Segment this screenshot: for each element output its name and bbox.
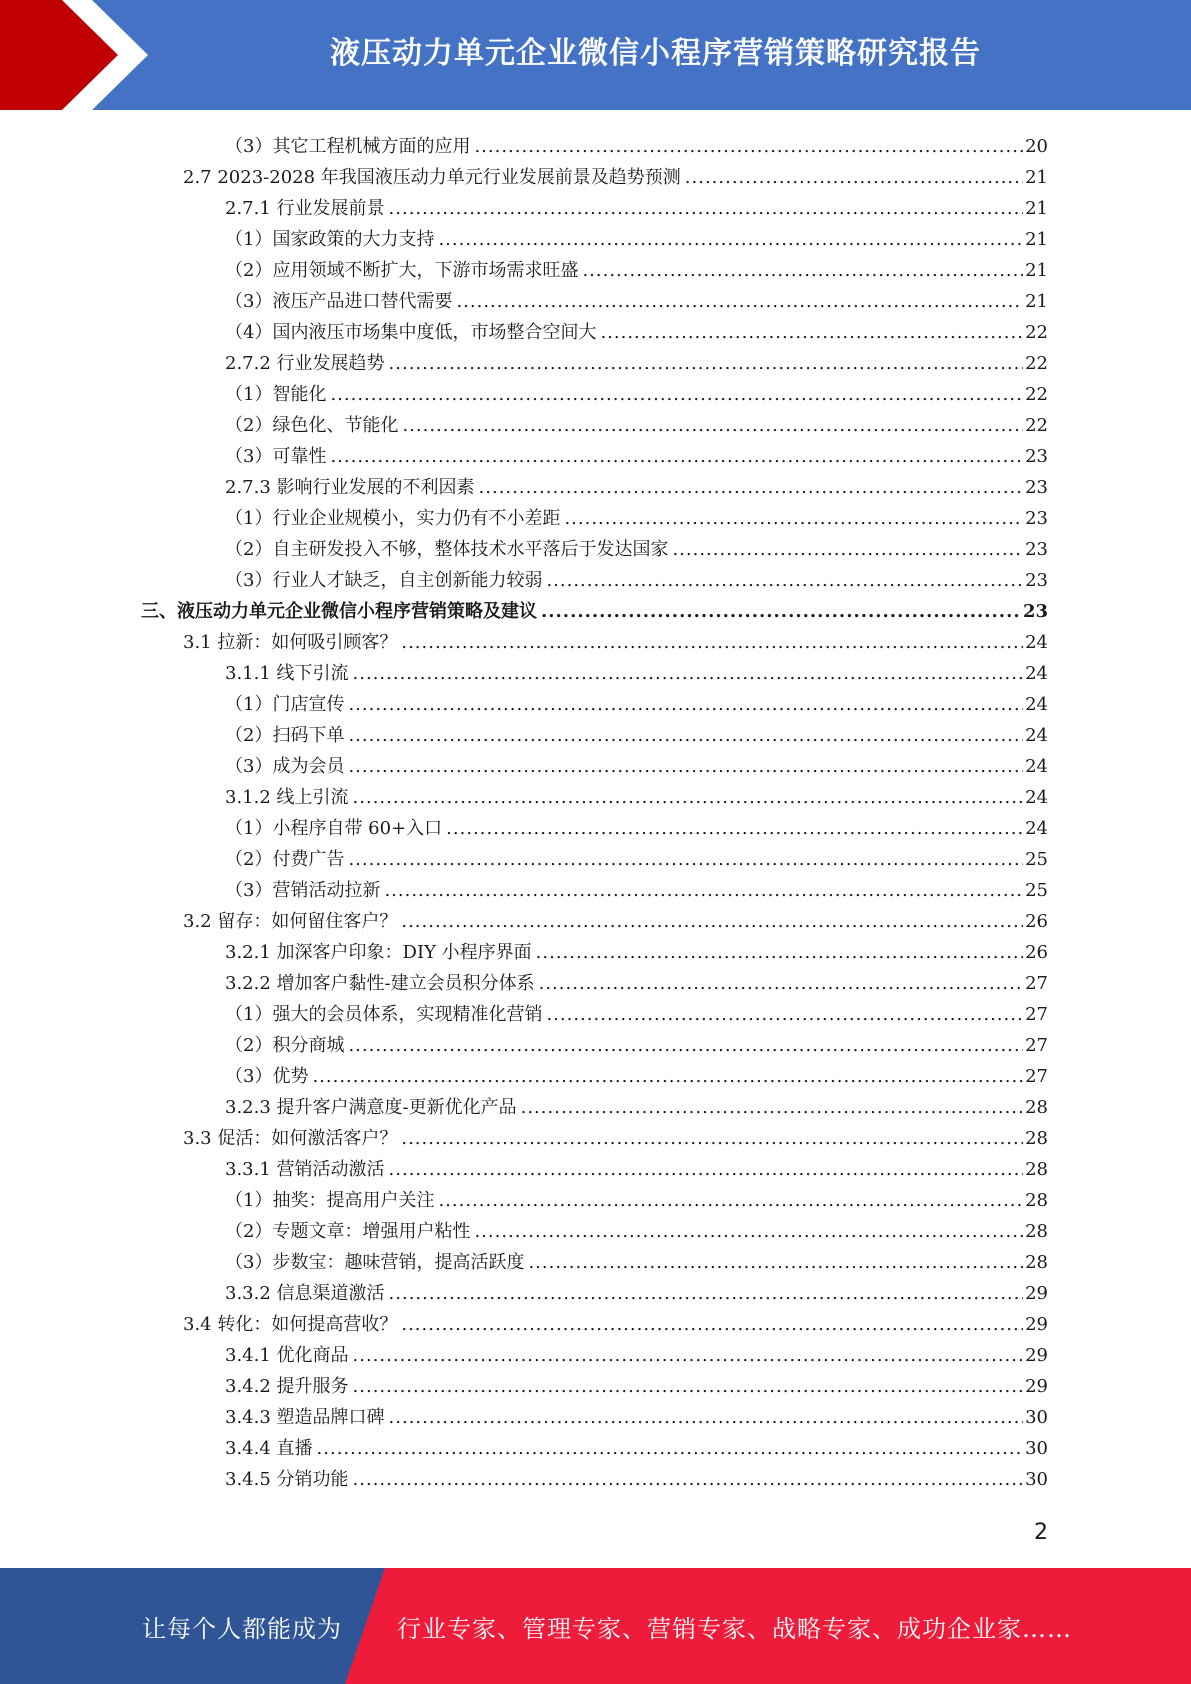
toc-dot-leader <box>539 973 1023 995</box>
toc-entry[interactable] <box>183 623 1048 654</box>
toc-dot-leader <box>582 260 1023 282</box>
toc-entry-label: （3）成为会员 <box>225 756 345 777</box>
page-footer <box>0 1568 1191 1684</box>
toc-entry[interactable] <box>183 1119 1048 1150</box>
toc-entry-page: 29 <box>1025 1283 1048 1304</box>
toc-dot-leader <box>348 849 1023 871</box>
toc-entry-label: 3.4.2 提升服务 <box>225 1376 349 1397</box>
toc-entry-page: 29 <box>1025 1314 1048 1335</box>
toc-entry[interactable] <box>183 1305 1048 1336</box>
toc-dot-leader <box>348 694 1023 716</box>
toc-entry-label: 3.3.1 营销活动激活 <box>225 1159 385 1180</box>
toc-entry[interactable] <box>225 406 1048 437</box>
toc-entry-page: 27 <box>1025 973 1048 994</box>
toc-entry-page: 30 <box>1025 1469 1048 1490</box>
toc-entry[interactable] <box>225 1088 1048 1119</box>
toc-entry-label: 3.1.1 线下引流 <box>225 663 349 684</box>
toc-entry-page: 20 <box>1025 136 1048 157</box>
toc-dot-leader <box>348 756 1023 778</box>
toc-dot-leader <box>438 229 1023 251</box>
toc-dot-leader <box>330 446 1023 468</box>
toc-dot-leader <box>317 1438 1024 1460</box>
toc-entry-page: 30 <box>1025 1407 1048 1428</box>
toc-entry-page: 21 <box>1025 260 1048 281</box>
toc-dot-leader <box>546 1004 1023 1026</box>
toc-entry[interactable] <box>225 344 1048 375</box>
toc-dot-leader <box>438 1190 1023 1212</box>
toc-entry[interactable] <box>183 158 1048 189</box>
toc-entry-label: （2）扫码下单 <box>225 725 345 746</box>
toc-dot-leader <box>330 384 1023 406</box>
toc-dot-leader <box>389 198 1024 220</box>
toc-entry-page: 23 <box>1025 477 1048 498</box>
toc-entry-page: 23 <box>1025 570 1048 591</box>
toc-entry-label: 2.7.2 行业发展趋势 <box>225 353 385 374</box>
toc-entry-page: 28 <box>1025 1097 1048 1118</box>
toc-entry-label: 3.4.5 分销功能 <box>225 1469 349 1490</box>
toc-dot-leader <box>389 353 1024 375</box>
footer-slogan-right: 行业专家、管理专家、营销专家、战略专家、成功企业家…… <box>397 1614 1072 1643</box>
toc-entry-label: 3.1.2 线上引流 <box>225 787 349 808</box>
toc-dot-leader <box>446 818 1023 840</box>
toc-dot-leader <box>521 1097 1023 1119</box>
toc-entry[interactable] <box>225 716 1048 747</box>
toc-entry-label: （4）国内液压市场集中度低，市场整合空间大 <box>225 322 597 343</box>
toc-dot-leader <box>389 1407 1024 1429</box>
toc-entry[interactable] <box>225 995 1048 1026</box>
toc-entry-label: （1）抽奖：提高用户关注 <box>225 1190 435 1211</box>
toc-entry-page: 24 <box>1025 725 1048 746</box>
toc-dot-leader <box>528 1252 1023 1274</box>
toc-entry[interactable] <box>225 1212 1048 1243</box>
toc-entry[interactable] <box>225 685 1048 716</box>
toc-dot-leader <box>384 880 1023 902</box>
toc-entry[interactable] <box>141 592 1048 623</box>
toc-entry-label: （2）专题文章：增强用户粘性 <box>225 1221 471 1242</box>
toc-entry[interactable] <box>225 747 1048 778</box>
toc-dot-leader <box>672 539 1023 561</box>
toc-entry[interactable] <box>225 189 1048 220</box>
toc-entry-label: 2.7 2023-2028 年我国液压动力单元行业发展前景及趋势预测 <box>183 167 681 188</box>
toc-entry-page: 28 <box>1025 1128 1048 1149</box>
toc-dot-leader <box>401 632 1023 654</box>
toc-entry-page: 27 <box>1025 1004 1048 1025</box>
toc-entry-page: 22 <box>1025 322 1048 343</box>
toc-entry-label: （1）国家政策的大力支持 <box>225 229 435 250</box>
toc-entry-page: 28 <box>1025 1190 1048 1211</box>
toc-entry-label: 2.7.1 行业发展前景 <box>225 198 385 219</box>
toc-entry-page: 23 <box>1025 539 1048 560</box>
toc-entry-label: 3.2 留存：如何留住客户？ <box>183 911 398 932</box>
toc-entry-page: 22 <box>1025 384 1048 405</box>
toc-entry-page: 30 <box>1025 1438 1048 1459</box>
toc-entry-label: （3）营销活动拉新 <box>225 880 381 901</box>
toc-dot-leader <box>474 1221 1023 1243</box>
toc-entry-label: 3.4 转化：如何提高营收？ <box>183 1314 398 1335</box>
toc-entry[interactable] <box>225 778 1048 809</box>
toc-entry-label: （3）其它工程机械方面的应用 <box>225 136 471 157</box>
toc-entry-label: （2）自主研发投入不够，整体技术水平落后于发达国家 <box>225 539 669 560</box>
toc-entry-label: （2）付费广告 <box>225 849 345 870</box>
toc-entry-label: 3.1 拉新：如何吸引顾客？ <box>183 632 398 653</box>
toc-entry-label: 3.4.1 优化商品 <box>225 1345 349 1366</box>
toc-entry-label: 3.3 促活：如何激活客户？ <box>183 1128 398 1149</box>
toc-entry-label: 3.4.4 直播 <box>225 1438 313 1459</box>
toc-entry-page: 21 <box>1025 198 1048 219</box>
toc-entry-page: 24 <box>1025 632 1048 653</box>
toc-entry[interactable] <box>225 251 1048 282</box>
toc-entry[interactable] <box>225 530 1048 561</box>
toc-dot-leader <box>353 1469 1024 1491</box>
page-number: 2 <box>1034 1520 1048 1545</box>
toc-dot-leader <box>402 415 1023 437</box>
toc-entry-label: 3.2.1 加深客户印象：DIY 小程序界面 <box>225 942 532 963</box>
toc-dot-leader <box>353 1376 1024 1398</box>
toc-entry-page: 24 <box>1025 787 1048 808</box>
toc-dot-leader <box>353 1345 1024 1367</box>
toc-dot-leader <box>685 167 1023 189</box>
toc-entry[interactable] <box>225 1429 1048 1460</box>
toc-entry-label: （2）积分商城 <box>225 1035 345 1056</box>
toc-entry[interactable] <box>225 437 1048 468</box>
toc-entry[interactable] <box>225 809 1048 840</box>
toc-entry-page: 24 <box>1025 818 1048 839</box>
toc-dot-leader <box>389 1159 1024 1181</box>
toc-entry-label: （3）行业人才缺乏，自主创新能力较弱 <box>225 570 543 591</box>
toc-entry[interactable] <box>225 933 1048 964</box>
toc-dot-leader <box>546 570 1023 592</box>
toc-entry-page: 29 <box>1025 1345 1048 1366</box>
toc-entry-page: 25 <box>1025 880 1048 901</box>
toc-entry[interactable] <box>225 282 1048 313</box>
toc-entry[interactable] <box>225 468 1048 499</box>
toc-entry-page: 21 <box>1025 167 1048 188</box>
toc-dot-leader <box>474 136 1023 158</box>
toc-dot-leader <box>389 1283 1024 1305</box>
toc-entry-label: （2）绿色化、节能化 <box>225 415 399 436</box>
toc-dot-leader <box>536 942 1023 964</box>
toc-entry-page: 24 <box>1025 663 1048 684</box>
toc-entry-label: （3）步数宝：趣味营销，提高活跃度 <box>225 1252 525 1273</box>
toc-entry-page: 27 <box>1025 1035 1048 1056</box>
toc-entry-label: （1）行业企业规模小，实力仍有不小差距 <box>225 508 561 529</box>
toc-entry-label: 三、液压动力单元企业微信小程序营销策略及建议 <box>141 601 537 622</box>
toc-dot-leader <box>348 1035 1023 1057</box>
page-header <box>0 0 1191 110</box>
toc-dot-leader <box>348 725 1023 747</box>
toc-entry-page: 27 <box>1025 1066 1048 1087</box>
toc-entry[interactable] <box>183 902 1048 933</box>
document-title: 液压动力单元企业微信小程序营销策略研究报告 <box>330 36 981 71</box>
toc-entry-label: （2）应用领域不断扩大，下游市场需求旺盛 <box>225 260 579 281</box>
toc-dot-leader <box>312 1066 1023 1088</box>
toc-entry-page: 26 <box>1025 911 1048 932</box>
toc-dot-leader <box>401 1314 1023 1336</box>
toc-entry-page: 22 <box>1025 353 1048 374</box>
toc-entry-page: 28 <box>1025 1221 1048 1242</box>
toc-entry[interactable] <box>225 1398 1048 1429</box>
toc-dot-leader <box>456 291 1023 313</box>
toc-entry[interactable] <box>225 1150 1048 1181</box>
toc-entry-page: 28 <box>1025 1252 1048 1273</box>
toc-entry-label: （3）优势 <box>225 1066 309 1087</box>
toc-entry[interactable] <box>225 1367 1048 1398</box>
toc-entry-label: 3.3.2 信息渠道激活 <box>225 1283 385 1304</box>
toc-entry-page: 23 <box>1025 508 1048 529</box>
toc-entry-page: 22 <box>1025 415 1048 436</box>
toc-dot-leader <box>564 508 1023 530</box>
toc-dot-leader <box>600 322 1023 344</box>
toc-dot-leader <box>541 601 1021 623</box>
toc-dot-leader <box>353 663 1024 685</box>
toc-entry-page: 23 <box>1022 601 1048 622</box>
toc-dot-leader <box>401 1128 1023 1150</box>
toc-entry-label: 3.2.3 提升客户满意度-更新优化产品 <box>225 1097 517 1118</box>
toc-entry-page: 28 <box>1025 1159 1048 1180</box>
toc-entry-label: （1）小程序自带 60+入口 <box>225 818 443 839</box>
toc-entry[interactable] <box>225 871 1048 902</box>
toc-entry-page: 24 <box>1025 694 1048 715</box>
toc-entry[interactable] <box>225 1460 1048 1491</box>
toc-entry[interactable] <box>225 561 1048 592</box>
toc-entry-page: 24 <box>1025 756 1048 777</box>
toc-entry[interactable] <box>225 313 1048 344</box>
toc-entry-page: 29 <box>1025 1376 1048 1397</box>
toc-entry[interactable] <box>225 220 1048 251</box>
toc-entry-label: 3.2.2 增加客户黏性-建立会员积分体系 <box>225 973 535 994</box>
toc-dot-leader <box>479 477 1024 499</box>
toc-entry[interactable] <box>225 1274 1048 1305</box>
toc-entry[interactable] <box>225 964 1048 995</box>
toc-entry[interactable] <box>225 499 1048 530</box>
toc-entry-page: 25 <box>1025 849 1048 870</box>
toc-entry[interactable] <box>225 1336 1048 1367</box>
footer-slogan-left: 让每个人都能成为 <box>142 1614 342 1643</box>
toc-entry-page: 23 <box>1025 446 1048 467</box>
toc-entry-label: 2.7.3 影响行业发展的不利因素 <box>225 477 475 498</box>
toc-entry[interactable] <box>225 840 1048 871</box>
toc-entry[interactable] <box>225 1181 1048 1212</box>
toc-entry-page: 21 <box>1025 291 1048 312</box>
toc-entry-page: 21 <box>1025 229 1048 250</box>
toc-entry[interactable] <box>225 1026 1048 1057</box>
toc-entry-label: （1）门店宣传 <box>225 694 345 715</box>
toc-entry[interactable] <box>225 654 1048 685</box>
toc-dot-leader <box>401 911 1023 933</box>
toc-entry-label: （3）液压产品进口替代需要 <box>225 291 453 312</box>
toc-entry[interactable] <box>225 1057 1048 1088</box>
toc-entry-label: （1）智能化 <box>225 384 327 405</box>
toc-dot-leader <box>353 787 1024 809</box>
toc-entry-page: 26 <box>1025 942 1048 963</box>
toc-entry[interactable] <box>225 1243 1048 1274</box>
toc-entry-label: 3.4.3 塑造品牌口碑 <box>225 1407 385 1428</box>
toc-entry-label: （1）强大的会员体系，实现精准化营销 <box>225 1004 543 1025</box>
toc-entry[interactable] <box>225 375 1048 406</box>
toc-entry-label: （3）可靠性 <box>225 446 327 467</box>
toc-entry[interactable] <box>225 127 1048 158</box>
